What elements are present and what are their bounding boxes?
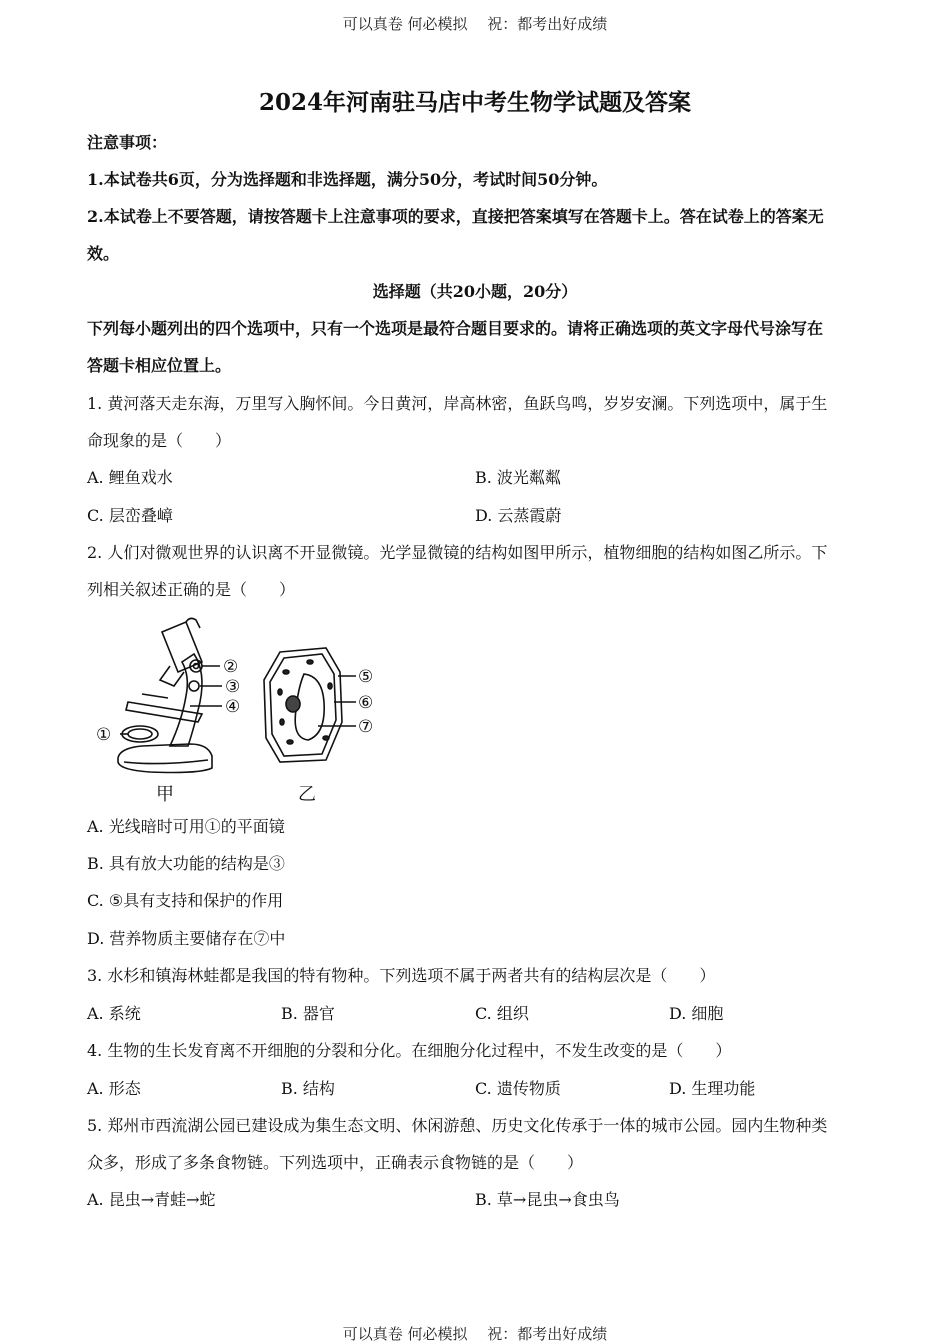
label-2: ② [223, 657, 239, 677]
q5-stem-line-2: 众多，形成了多条食物链。下列选项中，正确表示食物链的是（ ） [87, 1153, 584, 1172]
q2-figure [90, 610, 390, 810]
q5-option-a: A. 昆虫→青蛙→蛇 [87, 1190, 216, 1209]
q4-option-b: B. 结构 [281, 1079, 335, 1098]
q3-option-a: A. 系统 [87, 1004, 141, 1023]
q2-option-b: B. 具有放大功能的结构是③ [87, 854, 285, 873]
section-instruction-line-1: 下列每小题列出的四个选项中，只有一个选项是最符合题目要求的。请将正确选项的英文字母代号涂写在 [87, 319, 824, 338]
label-1: ① [96, 725, 112, 745]
label-4: ④ [225, 697, 241, 717]
q2-stem-line-1: 2. 人们对微观世界的认识离不开显微镜。光学显微镜的结构如图甲所示，植物细胞的结构如图乙所示。下 [87, 543, 828, 562]
label-3: ③ [225, 677, 241, 697]
q5-option-b: B. 草→昆虫→食虫鸟 [475, 1190, 620, 1209]
q4-option-c: C. 遗传物质 [475, 1079, 561, 1098]
section-title: 选择题（共20小题，20分） [372, 282, 578, 301]
q4-option-a: A. 形态 [87, 1079, 141, 1098]
label-5: ⑤ [358, 667, 374, 687]
q2-stem-line-2: 列相关叙述正确的是（ ） [87, 580, 296, 599]
q2-option-a: A. 光线暗时可用①的平面镜 [87, 817, 285, 836]
q1-stem-line-2: 命现象的是（ ） [87, 431, 232, 450]
q4-stem: 4. 生物的生长发育离不开细胞的分裂和分化。在细胞分化过程中，不发生改变的是（ ） [87, 1041, 732, 1060]
figure-label-jia: 甲 [156, 784, 174, 805]
q1-option-c: C. 层峦叠嶂 [87, 506, 173, 525]
q2-option-d: D. 营养物质主要储存在⑦中 [87, 929, 286, 948]
q3-option-b: B. 器官 [281, 1004, 335, 1023]
label-7: ⑦ [358, 717, 374, 737]
page-title: 2024年河南驻马店中考生物学试题及答案 [258, 89, 691, 116]
section-instruction-line-2: 答题卡相应位置上。 [87, 356, 232, 375]
q3-option-c: C. 组织 [475, 1004, 529, 1023]
notes-heading: 注意事项： [87, 133, 168, 152]
q4-option-d: D. 生理功能 [669, 1079, 756, 1098]
q3-option-d: D. 细胞 [669, 1004, 724, 1023]
q5-stem-line-1: 5. 郑州市西流湖公园已建设成为集生态文明、休闲游憩、历史文化传承于一体的城市公园。园内生物种类 [87, 1116, 828, 1135]
figure-label-yi: 乙 [298, 784, 316, 805]
q1-option-b: B. 波光粼粼 [475, 468, 561, 487]
q2-option-c: C. ⑤具有支持和保护的作用 [87, 891, 284, 910]
q1-option-d: D. 云蒸霞蔚 [475, 506, 562, 525]
page-footer: 可以真卷 何必模拟 祝：都考出好成绩 [342, 1325, 608, 1343]
q3-stem: 3. 水杉和镇海林蛙都是我国的特有物种。下列选项不属于两者共有的结构层次是（ ） [87, 966, 716, 985]
q1-option-a: A. 鲤鱼戏水 [87, 468, 173, 487]
page-header: 可以真卷 何必模拟 祝：都考出好成绩 [342, 15, 608, 33]
plant-cell-drawing [264, 648, 356, 762]
notes-item-2-line-1: 2.本试卷上不要答题，请按答题卡上注意事项的要求，直接把答案填写在答题卡上。答在试卷上的答案无 [87, 207, 824, 226]
q1-stem-line-1: 1. 黄河落天走东海，万里写入胸怀间。今日黄河，岸高林密，鱼跃鸟鸣，岁岁安澜。下列选项中，属于生 [87, 394, 828, 413]
microscope-drawing [118, 618, 222, 772]
label-6: ⑥ [358, 693, 374, 713]
notes-item-2-line-2: 效。 [87, 244, 120, 263]
notes-item-1: 1.本试卷共6页，分为选择题和非选择题，满分50分，考试时间50分钟。 [87, 170, 608, 189]
